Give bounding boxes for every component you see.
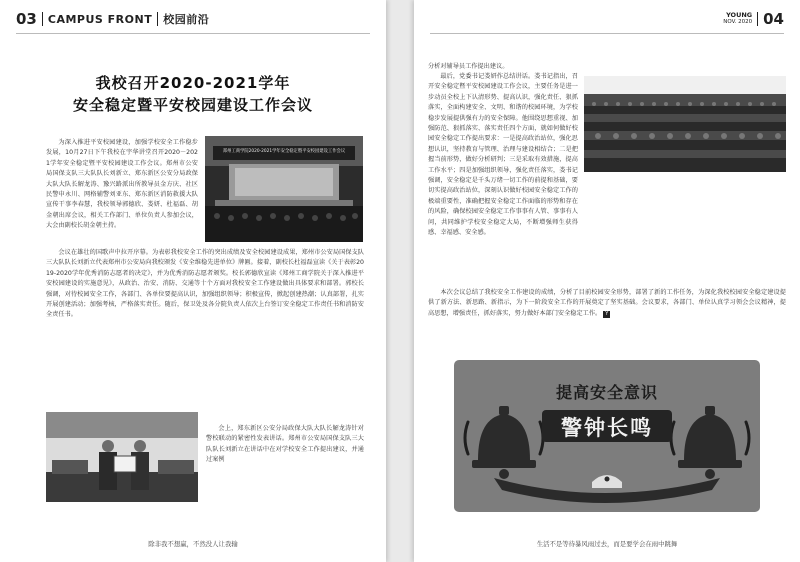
- right-footer-quote: 生活不是等待暴风雨过去，而是要学会在雨中跳舞: [536, 540, 678, 548]
- header-divider: [757, 12, 758, 26]
- section-title-cn: 校园前沿: [163, 13, 210, 26]
- article-title-line2: 安全稳定暨平安校园建设工作会议: [72, 96, 313, 114]
- article-title-line1: 我校召开2020-2021学年: [95, 74, 291, 92]
- para3-text: 会上，郑东新区公安分局政保大队大队长解龙涛针对警校联动的紧密性发表讲话。郑州市公安局国保支队三大队队长刘新立在讲话中在对学校安全工作提出建议，并通过案例: [206, 425, 364, 464]
- safety-poster: [454, 360, 760, 512]
- para-top-text: 分析对辅导员工作提出建议。: [428, 63, 509, 70]
- header-divider: [157, 12, 158, 26]
- left-footer-quote: 除非我不想赢，不然没人让我输: [148, 540, 238, 548]
- meeting-photo: [584, 76, 786, 172]
- left-page: [0, 0, 386, 562]
- photo-banner-text: 郑州工商学院2020-2021学年安全稳定暨平安校园建设工作会议: [222, 149, 346, 154]
- issue-date: NOV. 2020: [723, 19, 753, 25]
- alarm-bell-icon: [472, 406, 536, 479]
- poster-slogan-line2: 警钟长鸣: [561, 416, 653, 440]
- header-rule: [16, 33, 370, 34]
- right-header: [723, 8, 784, 30]
- intro-paragraph: [46, 138, 198, 232]
- conference-photo: [205, 136, 363, 242]
- page-number: 03: [16, 10, 37, 28]
- intro-text: 为深入推进平安校园建设，加强学校安全工作稳步发展，10月27日下午我校在宇华讲堂召开2020－2021学年安全稳定暨平安校园建设工作会议。郑州市公安局国保支队三大队队长刘新立、郑东新区公安分局政保大队大队长解龙涛、豫兴路派出所教导员金方庆、社区民警申永川、网格辅警刘亚东、郑东新区消防救援大队宣传干事李春慧，我校领导郭德欣、娄妍、杜福磊、胡金朝出席会议，相关工作部门、单位负责人参加会议，大会由副校长胡金朝主持。: [46, 139, 198, 230]
- page-number: 04: [763, 10, 784, 28]
- right-page: [414, 0, 800, 562]
- para-top-block: [428, 62, 786, 72]
- end-mark: Y: [605, 310, 609, 317]
- poster-slogan-line1: 提高安全意识: [555, 383, 658, 402]
- audience-image: [584, 76, 786, 172]
- issue-info: [723, 12, 752, 26]
- section-title-en: CAMPUS FRONT: [47, 12, 153, 26]
- para2-block: [46, 248, 364, 321]
- para3-block: [206, 424, 364, 466]
- alarm-bell-icon: [678, 406, 742, 479]
- brand-label: YOUNG: [726, 11, 753, 19]
- police-cap-icon: [592, 475, 622, 488]
- left-header: [16, 8, 209, 30]
- header-divider: [42, 12, 43, 26]
- para-summary-block: [428, 288, 786, 319]
- para-summary-text: 本次会议总结了我校安全工作建设的成绩，分析了目前校园安全形势，部署了新的工作任务，为深化我校校园安全稳定建设提供了新方法、新思路、新指示，为下一阶段安全工作的开展奠定了坚实基础。会议要求，各部门、单位认真学习领会会议精神，提高思想，增强责任，抓好落实，努力做好本部门安全稳定工作。: [428, 289, 786, 317]
- para2-text: 会议在雄壮的国歌声中拉开序幕。为表彰我校安全工作的突出成绩及安全校园建设成果，郑州市公安局国保支队三大队队长刘新立代表郑州市公安局向我校颁发《安全维稳先进单位》牌匾。接着，副校长杜福磊宣读《关于表彰2019-2020学年优秀消防志愿者的决定》，并为优秀消防志愿者颁奖。校长郭德欣宣读《郑州工商学院关于深入推进平安校园建设的实施意见》，从政治、治安、消防、交通等十个方面对我校安全工作建设做出具体要求和部署。郭校长强调，对待校园安全工作，各部门、各单位要提高认识，加强组织领导；积极宣传，掀起创建热潮；认真部署，扎实开展创建活动；加强考核，严格落实责任。随后，保卫处及各分院负责人依次上台签订安全稳定工作责任书和消防安全责任书。: [46, 249, 364, 319]
- header-rule: [430, 33, 784, 34]
- para-final-text: 最后，党委书记娄妍作总结讲话。娄书记指出，召开安全稳定暨平安校园建设工作会议，主要任务是进一步动员全校上下认清形势、提高认识，强化责任、狠抓落实，全面构建安全、文明、和谐的校园环境，为学校稳步发展提供强有力的安全保障。他围绕思想重视、加强防范、狠抓落实、落实责任四个方面，就如何做好校园安全稳定工作提出要求：一是提高政治站位，强化思想认识，坚持教育与管理、治理与建设相结合；二是把握当前形势，做好分析研判；三是采取有效措施，提高工作水平；四是加强组织领导，强化责任落实，娄书记强调，安全稳定是千头万绪一切工作的前提和基础，要切实提高政治站位，深刻认识做好校园安全稳定工作的极端重要性，准确把握安全稳定工作面临的形势和存在的风险，确保校园安全稳定工作事事有人管、事事有人问，共同维护学校安全稳定大局，不断增强师生获得感、幸福感、安全感。: [428, 73, 578, 237]
- award-ceremony-image: [46, 412, 198, 502]
- para-final-block: [428, 72, 578, 239]
- award-photo: [46, 412, 198, 502]
